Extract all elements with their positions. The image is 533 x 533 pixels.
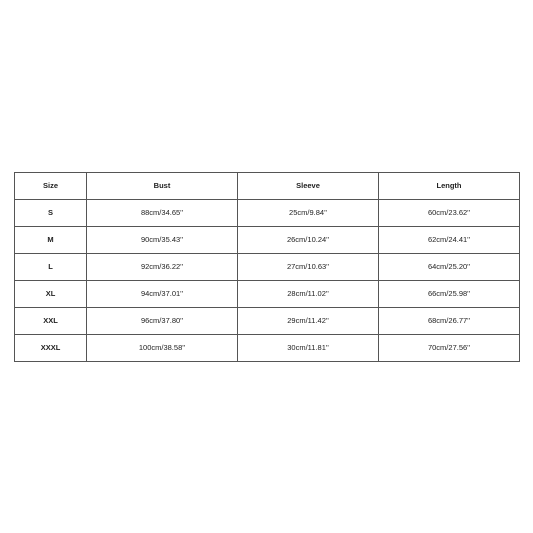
size-cell: XXXL (15, 335, 87, 362)
header-length: Length (379, 173, 520, 200)
size-cell: S (15, 200, 87, 227)
size-chart-table (14, 172, 520, 362)
sleeve-cell: 28cm/11.02'' (238, 281, 379, 308)
sleeve-cell: 26cm/10.24'' (238, 227, 379, 254)
sleeve-cell: 25cm/9.84'' (238, 200, 379, 227)
sleeve-cell: 29cm/11.42'' (238, 308, 379, 335)
size-cell: XXL (15, 308, 87, 335)
bust-cell: 100cm/38.58'' (87, 335, 238, 362)
table-row (15, 254, 520, 281)
length-cell: 62cm/24.41'' (379, 227, 520, 254)
table-row (15, 308, 520, 335)
length-cell: 70cm/27.56'' (379, 335, 520, 362)
bust-cell: 96cm/37.80'' (87, 308, 238, 335)
size-cell: XL (15, 281, 87, 308)
bust-cell: 88cm/34.65'' (87, 200, 238, 227)
header-bust: Bust (87, 173, 238, 200)
bust-cell: 94cm/37.01'' (87, 281, 238, 308)
table-row (15, 335, 520, 362)
table-row (15, 227, 520, 254)
table-row (15, 200, 520, 227)
length-cell: 60cm/23.62'' (379, 200, 520, 227)
size-cell: L (15, 254, 87, 281)
header-size: Size (15, 173, 87, 200)
length-cell: 64cm/25.20'' (379, 254, 520, 281)
table-row (15, 281, 520, 308)
size-cell: M (15, 227, 87, 254)
bust-cell: 90cm/35.43'' (87, 227, 238, 254)
sleeve-cell: 30cm/11.81'' (238, 335, 379, 362)
sleeve-cell: 27cm/10.63'' (238, 254, 379, 281)
length-cell: 66cm/25.98'' (379, 281, 520, 308)
size-chart-header-row (15, 173, 520, 200)
header-sleeve: Sleeve (238, 173, 379, 200)
bust-cell: 92cm/36.22'' (87, 254, 238, 281)
length-cell: 68cm/26.77'' (379, 308, 520, 335)
